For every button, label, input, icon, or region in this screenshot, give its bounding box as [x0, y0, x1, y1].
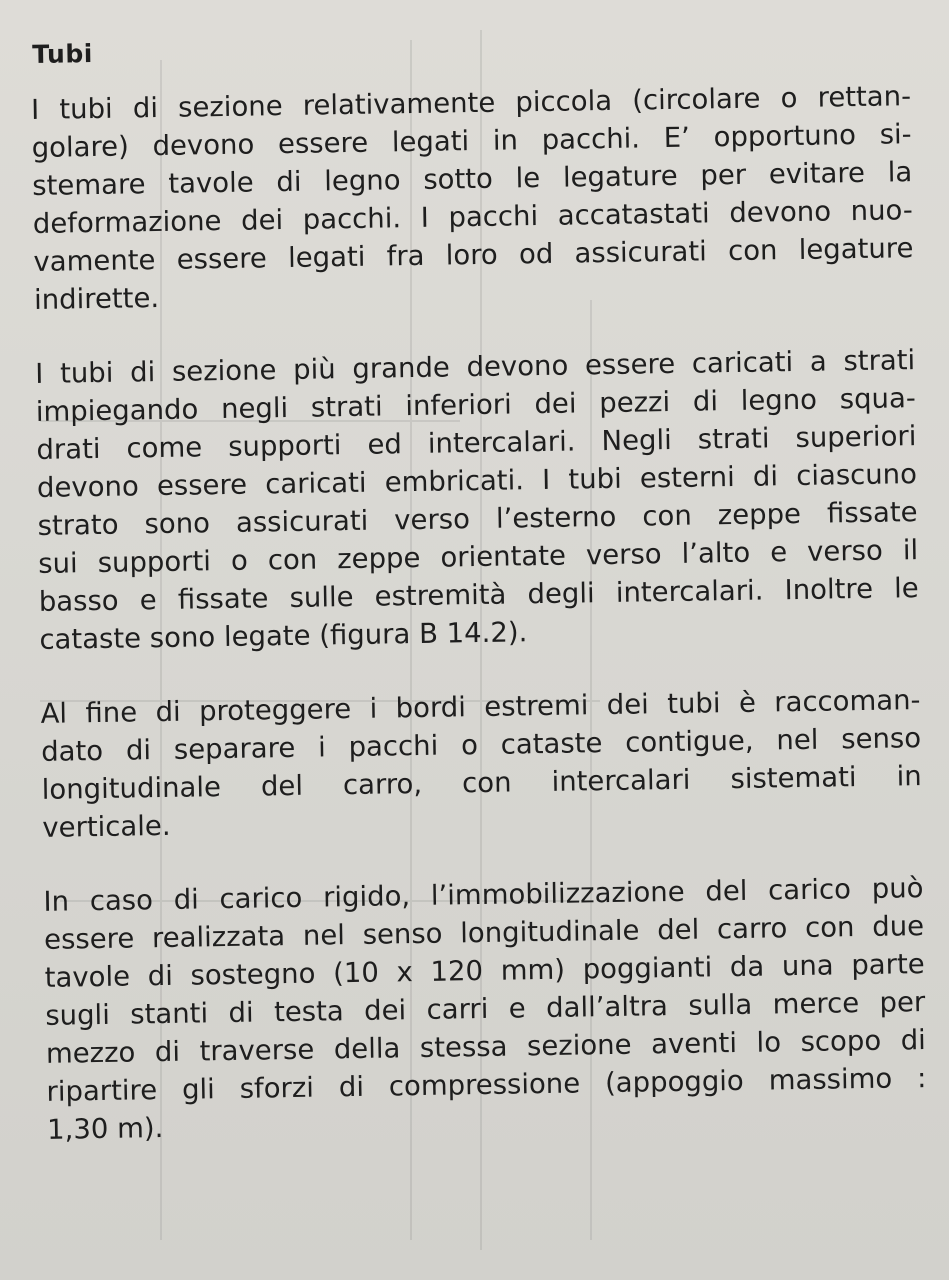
text-line: vamente essere legati fra loro od assicurati con legature [33, 232, 914, 278]
text-line: stemare tavole di legno sotto le legature per evitare la [32, 156, 913, 202]
text-block [30, 26, 928, 1185]
text-line: basso e fissate sulle estremità degli intercalari. Inoltre le [38, 572, 919, 618]
text-line: golare) devono essere legati in pacchi. E’ opportuno si- [31, 118, 912, 164]
text-line: sugli stanti di testa dei carri e dall’altra sulla merce per [45, 986, 926, 1032]
text-line: In caso di carico rigido, l’immobilizzazione del carico può [43, 872, 924, 918]
text-line: deformazione dei pacchi. I pacchi accatastati devono nuo- [32, 194, 914, 240]
text-line: verticale. [42, 809, 171, 844]
paragraph-2 [35, 341, 920, 659]
paragraph-4 [43, 869, 927, 1149]
paragraph-1 [31, 77, 914, 319]
text-line: indirette. [33, 282, 160, 316]
section-title: Tubi [31, 39, 94, 69]
text-line: cataste sono legate (figura B 14.2). [39, 616, 528, 656]
text-line: strato sono assicurati verso l’esterno con zeppe fissate [37, 496, 918, 542]
text-line: Al fine di proteggere i bordi estremi dei tubi è raccoman- [40, 684, 921, 730]
text-line: I tubi di sezione più grande devono essere caricati a strati [34, 344, 916, 390]
text-line: impiegando negli strati inferiori dei pezzi di legno squa- [35, 382, 916, 428]
text-line: essere realizzata nel senso longitudinale del carro con due [43, 910, 925, 956]
text-line: tavole di sostegno (10 x 120 mm) poggianti da una parte [44, 948, 925, 994]
text-line: I tubi di sezione relativamente piccola (circolare o rettan- [30, 80, 912, 126]
text-line: devono essere caricati embricati. I tubi esterni di ciascuno [36, 458, 918, 504]
text-line: mezzo di traverse della stessa sezione aventi lo scopo di [45, 1024, 927, 1070]
text-line: 1,30 m). [46, 1112, 164, 1146]
text-line: sui supporti o con zeppe orientate verso l’alto e verso il [37, 534, 919, 580]
paragraph-3 [40, 681, 922, 847]
text-line: longitudinale del carro, con intercalari sistemati in [41, 760, 922, 806]
text-line: dato di separare i pacchi o cataste contigue, nel senso [40, 722, 922, 768]
text-line: drati come supporti ed intercalari. Negli strati superiori [36, 420, 917, 466]
text-line: ripartire gli sforzi di compressione (appoggio massimo : [46, 1062, 927, 1108]
